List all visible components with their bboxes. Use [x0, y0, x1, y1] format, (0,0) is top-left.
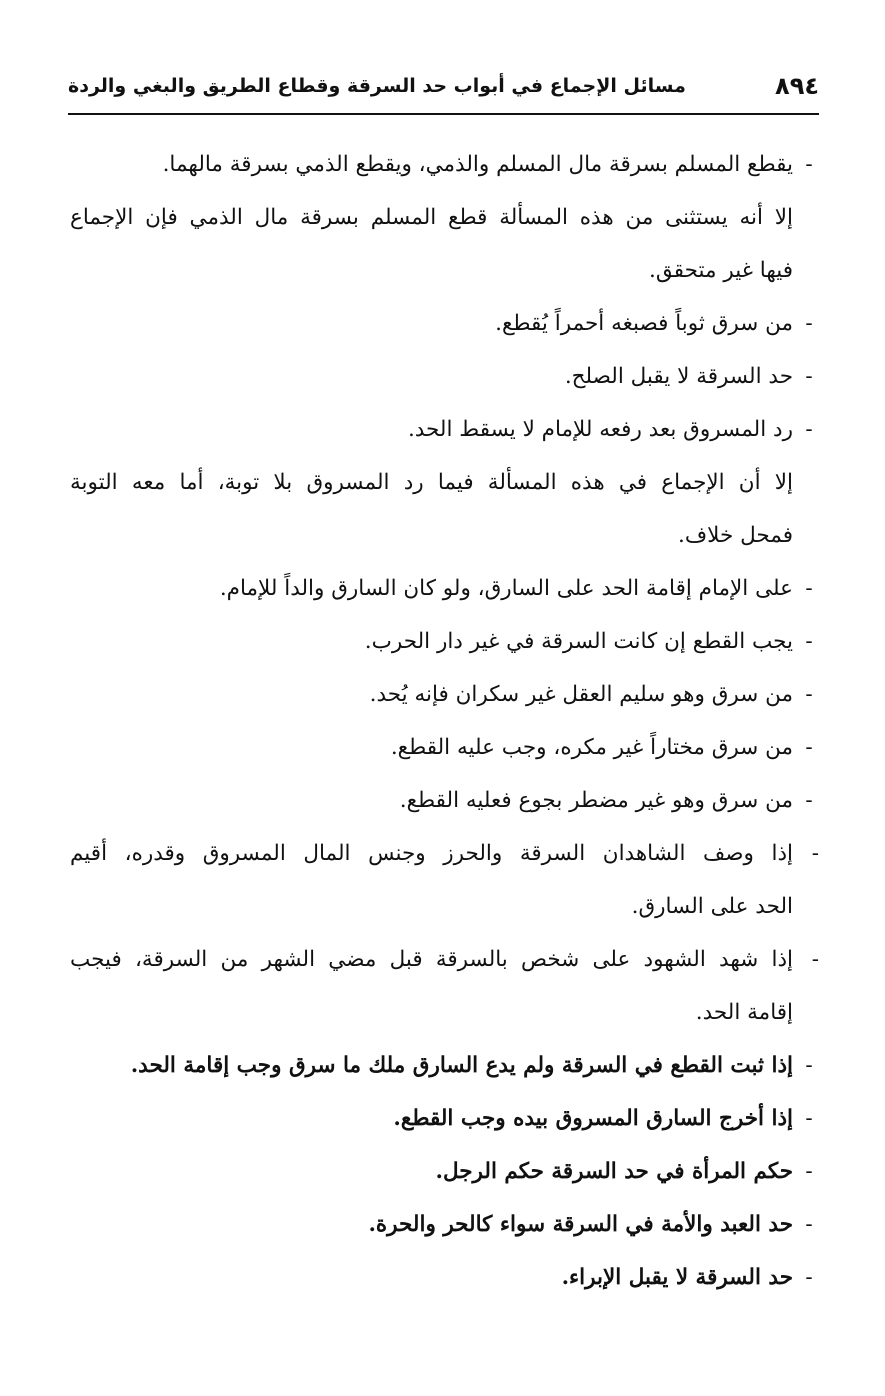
page-body	[70, 138, 819, 1304]
bullet-dash: -	[805, 417, 813, 442]
line-text: من سرق ثوباً فصبغه أحمراً يُقطع.	[495, 311, 793, 336]
line-text: إذا شهد الشهود على شخص بالسرقة قبل مضي الشهر من السرقة، فيجب	[70, 947, 793, 972]
continuation-line	[70, 456, 819, 509]
bullet-dash: -	[805, 682, 813, 707]
bullet-line	[70, 615, 819, 668]
line-text: حد السرقة لا يقبل الصلح.	[564, 364, 793, 389]
continuation-line	[70, 986, 819, 1039]
line-text: إذا وصف الشاهدان السرقة والحرز وجنس المال المسروق وقدره، أقيم	[70, 841, 793, 866]
bullet-line	[70, 827, 819, 880]
bullet-dash: -	[811, 841, 819, 866]
bullet-line	[70, 562, 819, 615]
line-text: فمحل خلاف.	[678, 523, 793, 548]
bullet-dash: -	[805, 1106, 813, 1131]
bullet-dash: -	[805, 1212, 813, 1237]
line-text: على الإمام إقامة الحد على السارق، ولو كان السارق والداً للإمام.	[219, 576, 793, 601]
line-text: حد السرقة لا يقبل الإبراء.	[561, 1265, 793, 1290]
line-text: إقامة الحد.	[695, 1000, 793, 1025]
continuation-line	[70, 191, 819, 244]
bullet-line	[70, 1145, 819, 1198]
header-divider	[68, 113, 819, 115]
line-text: حكم المرأة في حد السرقة حكم الرجل.	[435, 1159, 793, 1184]
line-text: إلا أن الإجماع في هذه المسألة فيما رد المسروق بلا توبة، أما معه التوبة	[70, 470, 793, 495]
bullet-line	[70, 1039, 819, 1092]
bullet-line	[70, 721, 819, 774]
page-number: ٨٩٤	[775, 72, 819, 100]
bullet-dash: -	[805, 364, 813, 389]
bullet-line	[70, 933, 819, 986]
bullet-dash: -	[805, 311, 813, 336]
line-text: إذا ثبت القطع في السرقة ولم يدع السارق ملك ما سرق وجب إقامة الحد.	[130, 1053, 793, 1078]
running-title: مسائل الإجماع في أبواب حد السرقة وقطاع الطريق والبغي والردة	[68, 75, 686, 97]
line-text: يقطع المسلم بسرقة مال المسلم والذمي، ويقطع الذمي بسرقة مالهما.	[162, 152, 793, 177]
bullet-line	[70, 774, 819, 827]
bullet-dash: -	[811, 947, 819, 972]
bullet-line	[70, 668, 819, 721]
bullet-line	[70, 297, 819, 350]
continuation-line	[70, 509, 819, 562]
line-text: الحد على السارق.	[631, 894, 793, 919]
line-text: من سرق وهو غير مضطر بجوع فعليه القطع.	[399, 788, 793, 813]
bullet-line	[70, 1251, 819, 1304]
bullet-dash: -	[805, 629, 813, 654]
line-text: من سرق وهو سليم العقل غير سكران فإنه يُحد.	[369, 682, 793, 707]
continuation-line	[70, 880, 819, 933]
bullet-dash: -	[805, 735, 813, 760]
bullet-dash: -	[805, 1265, 813, 1290]
line-text: إذا أخرج السارق المسروق بيده وجب القطع.	[393, 1106, 793, 1131]
line-text: من سرق مختاراً غير مكره، وجب عليه القطع.	[390, 735, 793, 760]
page-header	[68, 66, 819, 106]
bullet-dash: -	[805, 788, 813, 813]
line-text: إلا أنه يستثنى من هذه المسألة قطع المسلم بسرقة مال الذمي فإن الإجماع	[70, 205, 793, 230]
line-text: فيها غير متحقق.	[648, 258, 793, 283]
line-text: حد العبد والأمة في السرقة سواء كالحر والحرة.	[368, 1212, 793, 1237]
bullet-dash: -	[805, 152, 813, 177]
continuation-line	[70, 244, 819, 297]
bullet-line	[70, 1198, 819, 1251]
bullet-dash: -	[805, 576, 813, 601]
bullet-dash: -	[805, 1053, 813, 1078]
line-text: رد المسروق بعد رفعه للإمام لا يسقط الحد.	[407, 417, 793, 442]
bullet-line	[70, 350, 819, 403]
bullet-dash: -	[805, 1159, 813, 1184]
bullet-line	[70, 138, 819, 191]
bullet-line	[70, 1092, 819, 1145]
line-text: يجب القطع إن كانت السرقة في غير دار الحرب.	[364, 629, 793, 654]
bullet-line	[70, 403, 819, 456]
